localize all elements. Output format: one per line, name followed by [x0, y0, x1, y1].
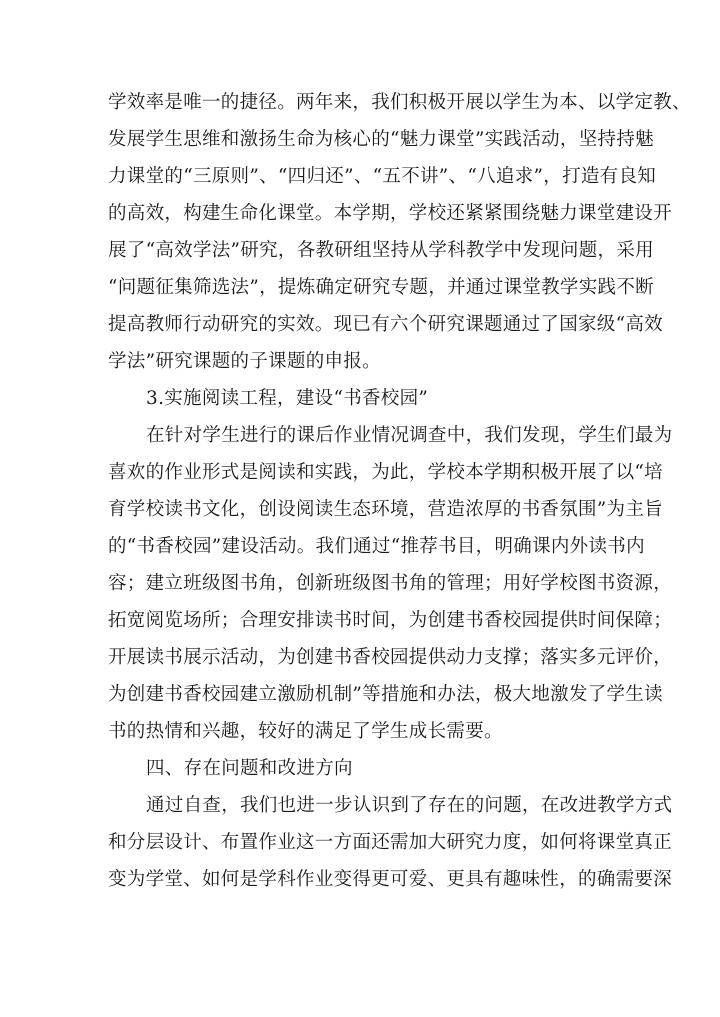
paragraph-line: 的高效，构建生命化课堂。本学期，学校还紧紧围绕魅力课堂建设开 — [108, 203, 673, 224]
paragraph-line: 喜欢的作业形式是阅读和实践，为此，学校本学期积极开展了以“培 — [108, 462, 663, 483]
paragraph-line: 学法”研究课题的子课题的申报。 — [108, 351, 381, 372]
paragraph-line: 变为学堂、如何是学科作业变得更可爱、更具有趣味性，的确需要深 — [108, 869, 673, 890]
paragraph-line: “问题征集筛选法”，提炼确定研究专题，并通过课堂教学实践不断 — [108, 277, 654, 298]
paragraph-line: 提高教师行动研究的实效。现已有六个研究课题通过了国家级“高效 — [108, 314, 663, 335]
paragraph-line: 的“书香校园”建设活动。我们通过“推荐书目，明确课内外读书内 — [108, 536, 645, 557]
paragraph-line: 育学校读书文化，创设阅读生态环境，营造浓厚的书香氛围”为主旨 — [108, 499, 663, 520]
paragraph-line: 发展学生思维和激扬生命为核心的“魅力课堂”实践活动，坚持持魅 — [108, 129, 654, 150]
paragraph-line: 力课堂的“三原则”、“四归还”、“五不讲”、“八追求”，打造有良知 — [108, 166, 657, 187]
section-heading: 3.实施阅读工程，建设“书香校园” — [146, 388, 429, 409]
paragraph-line: 开展读书展示活动，为创建书香校园提供动力支撑；落实多元评价， — [108, 647, 673, 668]
paragraph-line: 为创建书香校园建立激励机制”等措施和办法，极大地激发了学生读 — [108, 684, 663, 705]
paragraph-line: 通过自查，我们也进一步认识到了存在的问题，在改进教学方式 — [146, 795, 673, 816]
section-heading: 四、存在问题和改进方向 — [146, 758, 353, 779]
paragraph-line: 展了“高效学法”研究，各教研组坚持从学科教学中发现问题，采用 — [108, 240, 654, 261]
paragraph-line: 和分层设计、布置作业这一方面还需加大研究力度，如何将课堂真正 — [108, 832, 673, 853]
paragraph-line: 容；建立班级图书角，创新班级图书角的管理；用好学校图书资源， — [108, 573, 673, 594]
paragraph-line: 在针对学生进行的课后作业情况调查中，我们发现，学生们最为 — [146, 425, 673, 446]
paragraph-line: 学效率是唯一的捷径。两年来，我们积极开展以学生为本、以学定教、 — [108, 92, 691, 113]
paragraph-line: 拓宽阅览场所；合理安排读书时间，为创建书香校园提供时间保障； — [108, 610, 673, 631]
paragraph-line: 书的热情和兴趣，较好的满足了学生成长需要。 — [108, 721, 503, 742]
